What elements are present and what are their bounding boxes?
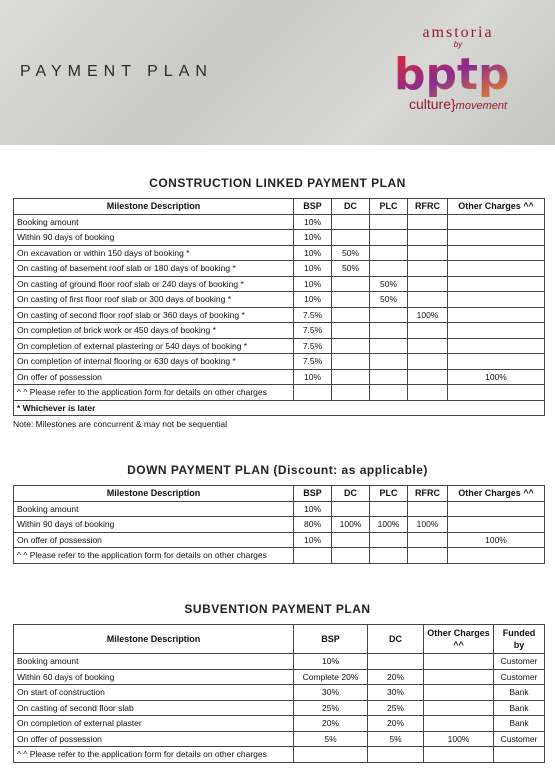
value-cell bbox=[424, 700, 494, 716]
value-cell bbox=[368, 654, 424, 670]
milestone-cell: On completion of internal flooring or 630 days of booking * bbox=[14, 354, 294, 370]
value-cell: 100% bbox=[370, 517, 408, 533]
spp-col-header: Other Charges ^^ bbox=[424, 625, 494, 654]
value-cell bbox=[424, 716, 494, 732]
value-cell: 20% bbox=[294, 716, 368, 732]
milestone-cell: On completion of external plastering or 540 days of booking * bbox=[14, 338, 294, 354]
value-cell: 25% bbox=[368, 700, 424, 716]
value-cell: 5% bbox=[368, 731, 424, 747]
value-cell bbox=[448, 245, 545, 261]
value-cell: 10% bbox=[294, 245, 332, 261]
clp-table bbox=[13, 198, 545, 416]
dpp-col-header: Other Charges ^^ bbox=[448, 486, 545, 502]
table-row bbox=[14, 323, 545, 339]
spp-col-header: BSP bbox=[294, 625, 368, 654]
value-cell bbox=[448, 323, 545, 339]
dpp-col-header: RFRC bbox=[408, 486, 448, 502]
table-row bbox=[14, 532, 545, 548]
value-cell bbox=[448, 517, 545, 533]
table-row bbox=[14, 338, 545, 354]
empty-cell bbox=[332, 385, 370, 401]
value-cell bbox=[408, 245, 448, 261]
value-cell: Customer bbox=[494, 731, 545, 747]
value-cell bbox=[408, 369, 448, 385]
table-row bbox=[14, 214, 545, 230]
milestone-cell: On casting of second floor roof slab or 360 days of booking * bbox=[14, 307, 294, 323]
value-cell bbox=[332, 323, 370, 339]
value-cell bbox=[448, 276, 545, 292]
value-cell: 50% bbox=[370, 292, 408, 308]
brand-name: amstoria bbox=[422, 24, 494, 41]
svg-text:bptp: bptp bbox=[394, 51, 510, 97]
value-cell: 25% bbox=[294, 700, 368, 716]
value-cell: Bank bbox=[494, 685, 545, 701]
value-cell bbox=[424, 654, 494, 670]
value-cell bbox=[408, 338, 448, 354]
value-cell: 30% bbox=[294, 685, 368, 701]
value-cell bbox=[332, 230, 370, 246]
value-cell: 10% bbox=[294, 501, 332, 517]
spp-header-row bbox=[14, 625, 545, 654]
value-cell bbox=[448, 307, 545, 323]
table-row bbox=[14, 716, 545, 732]
milestone-cell: Within 90 days of booking bbox=[14, 517, 294, 533]
table-row bbox=[14, 369, 545, 385]
empty-cell bbox=[332, 548, 370, 564]
value-cell: 10% bbox=[294, 214, 332, 230]
value-cell bbox=[408, 354, 448, 370]
value-cell bbox=[332, 307, 370, 323]
spp-col-header: Funded by bbox=[494, 625, 545, 654]
value-cell bbox=[408, 323, 448, 339]
milestone-cell: On completion of external plaster bbox=[14, 716, 294, 732]
value-cell: 5% bbox=[294, 731, 368, 747]
value-cell: 10% bbox=[294, 532, 332, 548]
clp-footnote: Note: Milestones are concurrent & may not be sequential bbox=[13, 419, 228, 429]
spp-col-header: DC bbox=[368, 625, 424, 654]
value-cell bbox=[408, 292, 448, 308]
dpp-col-header: Milestone Description bbox=[14, 486, 294, 502]
milestone-cell: On start of construction bbox=[14, 685, 294, 701]
value-cell: 10% bbox=[294, 230, 332, 246]
brand-tagline: culture}movement bbox=[408, 96, 508, 112]
table-row bbox=[14, 245, 545, 261]
value-cell: 100% bbox=[448, 369, 545, 385]
value-cell bbox=[370, 501, 408, 517]
table-row bbox=[14, 731, 545, 747]
dpp-header-row bbox=[14, 486, 545, 502]
dpp-col-header: DC bbox=[332, 486, 370, 502]
value-cell: 50% bbox=[332, 245, 370, 261]
milestone-cell: On offer of possession bbox=[14, 369, 294, 385]
empty-cell bbox=[294, 385, 332, 401]
value-cell bbox=[408, 532, 448, 548]
value-cell: 80% bbox=[294, 517, 332, 533]
charges-note: ^ ^ Please refer to the application form for details on other charges bbox=[14, 747, 294, 763]
table-row bbox=[14, 669, 545, 685]
value-cell bbox=[370, 214, 408, 230]
value-cell: 100% bbox=[408, 307, 448, 323]
whichever-row bbox=[14, 400, 545, 416]
value-cell: 50% bbox=[370, 276, 408, 292]
value-cell bbox=[370, 307, 408, 323]
table-row bbox=[14, 276, 545, 292]
value-cell bbox=[448, 338, 545, 354]
value-cell: 7.5% bbox=[294, 354, 332, 370]
value-cell bbox=[424, 669, 494, 685]
value-cell bbox=[370, 354, 408, 370]
value-cell: 100% bbox=[424, 731, 494, 747]
milestone-cell: Within 60 days of booking bbox=[14, 669, 294, 685]
value-cell: 20% bbox=[368, 716, 424, 732]
milestone-cell: Booking amount bbox=[14, 501, 294, 517]
table-row bbox=[14, 230, 545, 246]
value-cell bbox=[408, 501, 448, 517]
value-cell bbox=[448, 214, 545, 230]
clp-col-header: PLC bbox=[370, 199, 408, 215]
milestone-cell: On casting of basement roof slab or 180 days of booking * bbox=[14, 261, 294, 277]
milestone-cell: Within 90 days of booking bbox=[14, 230, 294, 246]
value-cell: 10% bbox=[294, 654, 368, 670]
value-cell bbox=[370, 245, 408, 261]
table-row bbox=[14, 501, 545, 517]
dpp-col-header: PLC bbox=[370, 486, 408, 502]
value-cell bbox=[408, 230, 448, 246]
clp-col-header: Other Charges ^^ bbox=[448, 199, 545, 215]
value-cell: 100% bbox=[448, 532, 545, 548]
value-cell bbox=[370, 532, 408, 548]
empty-cell bbox=[494, 747, 545, 763]
table-row bbox=[14, 517, 545, 533]
note-row bbox=[14, 747, 545, 763]
empty-cell bbox=[448, 548, 545, 564]
clp-col-header: Milestone Description bbox=[14, 199, 294, 215]
value-cell: 30% bbox=[368, 685, 424, 701]
empty-cell bbox=[370, 548, 408, 564]
value-cell bbox=[332, 276, 370, 292]
value-cell bbox=[332, 214, 370, 230]
note-row bbox=[14, 548, 545, 564]
value-cell bbox=[408, 276, 448, 292]
value-cell: 10% bbox=[294, 276, 332, 292]
dpp-col-header: BSP bbox=[294, 486, 332, 502]
empty-cell bbox=[408, 385, 448, 401]
bptp-logo-icon bbox=[392, 51, 524, 97]
value-cell bbox=[448, 354, 545, 370]
empty-cell bbox=[368, 747, 424, 763]
page-title: PAYMENT PLAN bbox=[20, 63, 213, 80]
milestone-cell: On casting of ground floor roof slab or 240 days of booking * bbox=[14, 276, 294, 292]
value-cell: Bank bbox=[494, 700, 545, 716]
value-cell bbox=[370, 230, 408, 246]
empty-cell bbox=[448, 385, 545, 401]
table-row bbox=[14, 354, 545, 370]
value-cell: 20% bbox=[368, 669, 424, 685]
value-cell bbox=[332, 338, 370, 354]
clp-col-header: RFRC bbox=[408, 199, 448, 215]
value-cell bbox=[408, 214, 448, 230]
brand-by: by bbox=[453, 40, 463, 49]
empty-cell bbox=[294, 747, 368, 763]
value-cell bbox=[448, 501, 545, 517]
table-row bbox=[14, 685, 545, 701]
value-cell: 7.5% bbox=[294, 307, 332, 323]
empty-cell bbox=[424, 747, 494, 763]
value-cell bbox=[332, 369, 370, 385]
charges-note: ^ ^ Please refer to the application form for details on other charges bbox=[14, 385, 294, 401]
value-cell bbox=[332, 354, 370, 370]
whichever-note: * Whichever is later bbox=[14, 400, 545, 416]
value-cell: Customer bbox=[494, 654, 545, 670]
table-row bbox=[14, 654, 545, 670]
clp-title: CONSTRUCTION LINKED PAYMENT PLAN bbox=[149, 176, 406, 190]
table-row bbox=[14, 261, 545, 277]
value-cell: 10% bbox=[294, 292, 332, 308]
value-cell bbox=[370, 369, 408, 385]
dpp-title: DOWN PAYMENT PLAN (Discount: as applicable) bbox=[127, 463, 428, 477]
empty-cell bbox=[370, 385, 408, 401]
milestone-cell: Booking amount bbox=[14, 214, 294, 230]
spp-table bbox=[13, 624, 545, 763]
value-cell bbox=[448, 261, 545, 277]
table-row bbox=[14, 700, 545, 716]
milestone-cell: On offer of possession bbox=[14, 532, 294, 548]
value-cell bbox=[424, 685, 494, 701]
table-row bbox=[14, 292, 545, 308]
value-cell bbox=[448, 230, 545, 246]
spp-title: SUBVENTION PAYMENT PLAN bbox=[184, 602, 371, 616]
empty-cell bbox=[294, 548, 332, 564]
value-cell: 10% bbox=[294, 261, 332, 277]
value-cell: Bank bbox=[494, 716, 545, 732]
value-cell bbox=[370, 338, 408, 354]
note-row bbox=[14, 385, 545, 401]
clp-col-header: DC bbox=[332, 199, 370, 215]
milestone-cell: On completion of brick work or 450 days of booking * bbox=[14, 323, 294, 339]
empty-cell bbox=[408, 548, 448, 564]
clp-header-row bbox=[14, 199, 545, 215]
value-cell: 50% bbox=[332, 261, 370, 277]
value-cell: 7.5% bbox=[294, 323, 332, 339]
value-cell bbox=[448, 292, 545, 308]
table-row bbox=[14, 307, 545, 323]
value-cell: 7.5% bbox=[294, 338, 332, 354]
value-cell: 100% bbox=[408, 517, 448, 533]
dpp-table bbox=[13, 485, 545, 564]
page-header bbox=[0, 0, 555, 145]
value-cell: Customer bbox=[494, 669, 545, 685]
milestone-cell: On excavation or within 150 days of booking * bbox=[14, 245, 294, 261]
value-cell bbox=[370, 323, 408, 339]
brand-block bbox=[383, 24, 533, 112]
clp-col-header: BSP bbox=[294, 199, 332, 215]
milestone-cell: On casting of second floor slab bbox=[14, 700, 294, 716]
value-cell: 100% bbox=[332, 517, 370, 533]
value-cell bbox=[332, 501, 370, 517]
value-cell: Complete 20% bbox=[294, 669, 368, 685]
value-cell bbox=[408, 261, 448, 277]
spp-col-header: Milestone Description bbox=[14, 625, 294, 654]
value-cell bbox=[332, 292, 370, 308]
milestone-cell: On casting of first floor roof slab or 300 days of booking * bbox=[14, 292, 294, 308]
milestone-cell: Booking amount bbox=[14, 654, 294, 670]
charges-note: ^ ^ Please refer to the application form for details on other charges bbox=[14, 548, 294, 564]
milestone-cell: On offer of possession bbox=[14, 731, 294, 747]
value-cell bbox=[332, 532, 370, 548]
value-cell bbox=[370, 261, 408, 277]
value-cell: 10% bbox=[294, 369, 332, 385]
